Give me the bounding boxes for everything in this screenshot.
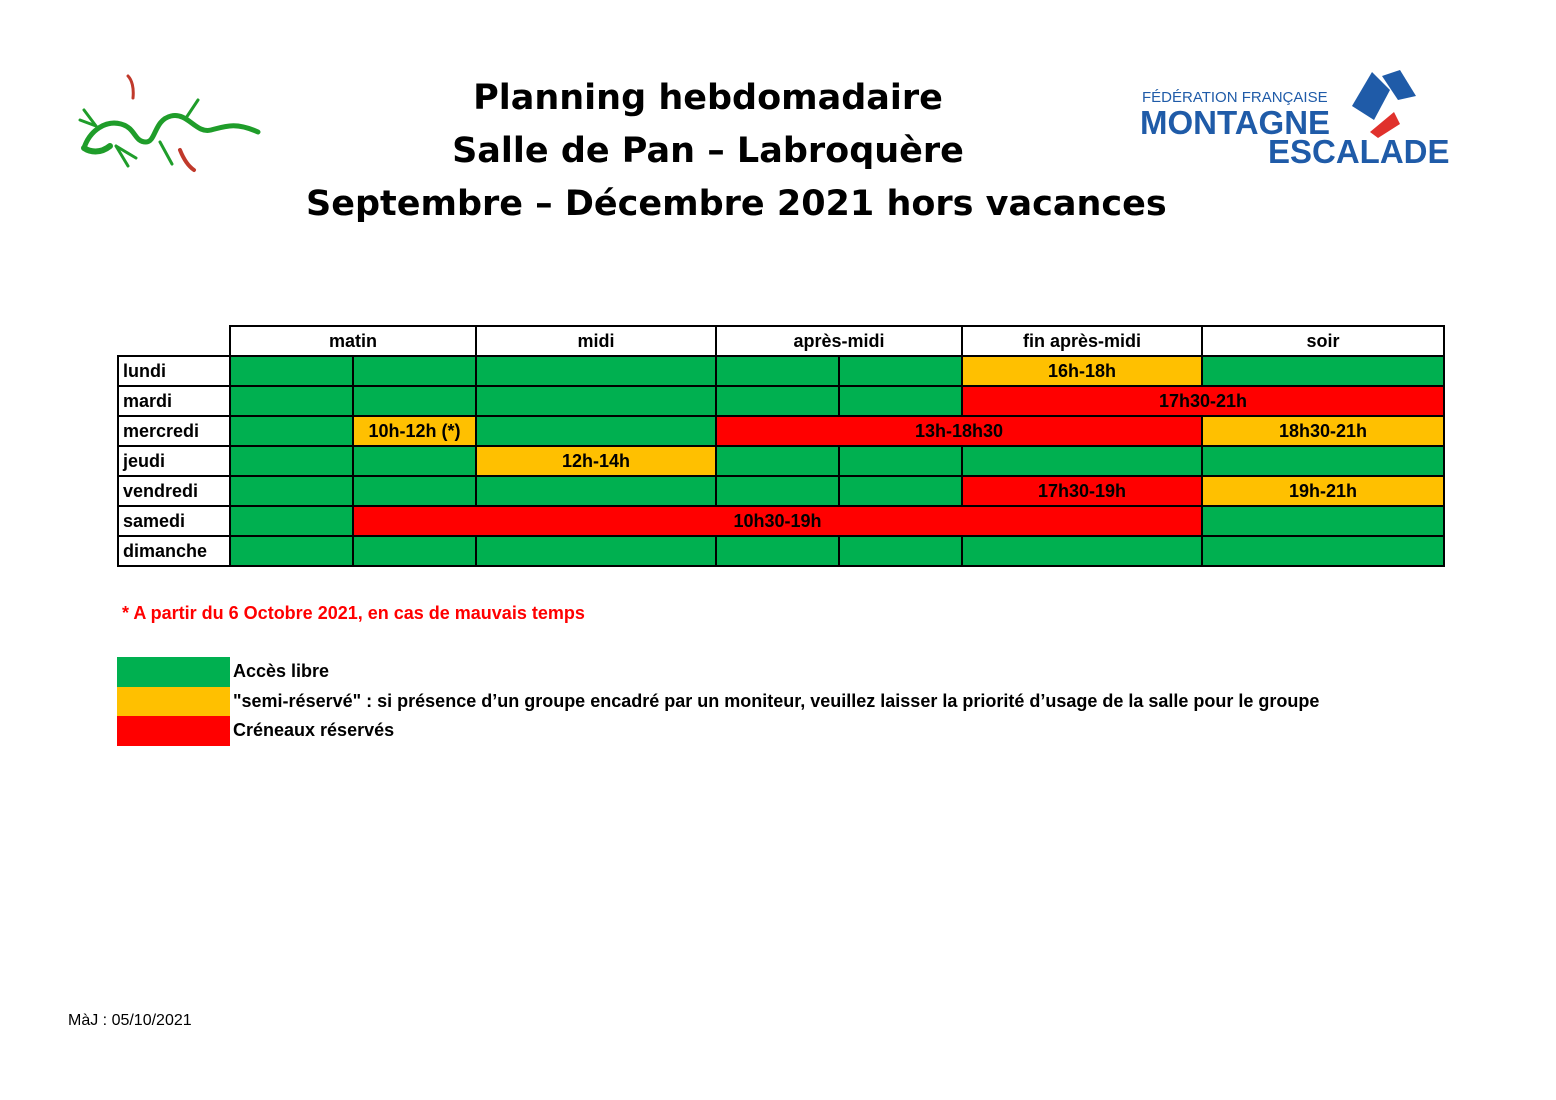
slot-samedi-long: 10h30-19h (353, 506, 1202, 536)
header-fin-apres-midi: fin après-midi (962, 326, 1202, 356)
ffme-logo-line-3: ESCALADE (1268, 133, 1450, 170)
schedule-table (117, 325, 1445, 567)
ffme-logo (1138, 66, 1478, 170)
slot-cell (716, 386, 839, 416)
update-date: MàJ : 05/10/2021 (68, 1012, 192, 1029)
header-midi: midi (476, 326, 716, 356)
slot-cell (476, 356, 716, 386)
row-vendredi (118, 476, 1444, 506)
legend-item-reserve (117, 716, 1319, 746)
slot-cell (716, 476, 839, 506)
title-line-2: Salle de Pan – Labroquère (452, 131, 964, 171)
slot-mardi-fin-soir: 17h30-21h (962, 386, 1444, 416)
legend-label: Accès libre (233, 661, 330, 682)
slot-cell (476, 536, 716, 566)
header-matin: matin (230, 326, 476, 356)
slot-cell (230, 536, 353, 566)
slot-jeudi-midi: 12h-14h (476, 446, 716, 476)
slot-mercredi-apm: 13h-18h30 (716, 416, 1202, 446)
day-label: samedi (118, 506, 230, 536)
day-label: dimanche (118, 536, 230, 566)
day-label: lundi (118, 356, 230, 386)
slot-cell (353, 356, 476, 386)
slot-cell (716, 536, 839, 566)
header-apres-midi: après-midi (716, 326, 962, 356)
slot-cell (353, 386, 476, 416)
slot-cell (230, 476, 353, 506)
header-soir: soir (1202, 326, 1444, 356)
slot-cell (230, 446, 353, 476)
legend-item-semi (117, 687, 1319, 717)
slot-vendredi-fin: 17h30-19h (962, 476, 1202, 506)
slot-cell (476, 386, 716, 416)
slot-cell (230, 356, 353, 386)
slot-cell (1202, 506, 1444, 536)
slot-cell (839, 476, 962, 506)
ffme-logo-line-1: FÉDÉRATION FRANÇAISE (1142, 89, 1328, 106)
slot-cell (962, 446, 1202, 476)
slot-cell (230, 416, 353, 446)
slot-cell (1202, 356, 1444, 386)
ffme-logo-line-2: MONTAGNE (1140, 104, 1331, 141)
slot-cell (839, 356, 962, 386)
legend-swatch-red (117, 716, 230, 746)
legend-label: Créneaux réservés (233, 720, 395, 741)
slot-cell (476, 476, 716, 506)
header-row (118, 326, 1444, 356)
slot-cell (353, 476, 476, 506)
row-samedi (118, 506, 1444, 536)
slot-cell (1202, 536, 1444, 566)
slot-cell (476, 416, 716, 446)
title-line-1: Planning hebdomadaire (473, 78, 943, 118)
slot-vendredi-soir: 19h-21h (1202, 476, 1444, 506)
slot-cell (839, 446, 962, 476)
slot-cell (230, 506, 353, 536)
day-label: mercredi (118, 416, 230, 446)
page-title (306, 72, 1167, 231)
footnote: * A partir du 6 Octobre 2021, en cas de mauvais temps (122, 603, 585, 623)
row-mercredi (118, 416, 1444, 446)
gecko-logo (76, 70, 262, 176)
row-mardi (118, 386, 1444, 416)
legend-item-libre (117, 657, 1319, 687)
day-label: mardi (118, 386, 230, 416)
day-label: vendredi (118, 476, 230, 506)
slot-mercredi-matin: 10h-12h (*) (353, 416, 476, 446)
slot-cell (230, 386, 353, 416)
slot-mercredi-soir: 18h30-21h (1202, 416, 1444, 446)
legend-swatch-green (117, 657, 230, 687)
slot-cell (716, 356, 839, 386)
title-line-3: Septembre – Décembre 2021 hors vacances (306, 184, 1167, 224)
day-label: jeudi (118, 446, 230, 476)
slot-cell (962, 536, 1202, 566)
slot-cell (353, 536, 476, 566)
legend (117, 657, 1319, 746)
row-jeudi (118, 446, 1444, 476)
slot-lundi-fin: 16h-18h (962, 356, 1202, 386)
slot-cell (1202, 446, 1444, 476)
legend-label: "semi-réservé" : si présence d’un groupe encadré par un moniteur, veuillez laisser la priorité d’usage de la salle pour le groupe (233, 690, 1320, 711)
legend-swatch-orange (117, 687, 230, 717)
slot-cell (839, 536, 962, 566)
slot-cell (839, 386, 962, 416)
row-dimanche (118, 536, 1444, 566)
slot-cell (353, 446, 476, 476)
row-lundi (118, 356, 1444, 386)
slot-cell (716, 446, 839, 476)
